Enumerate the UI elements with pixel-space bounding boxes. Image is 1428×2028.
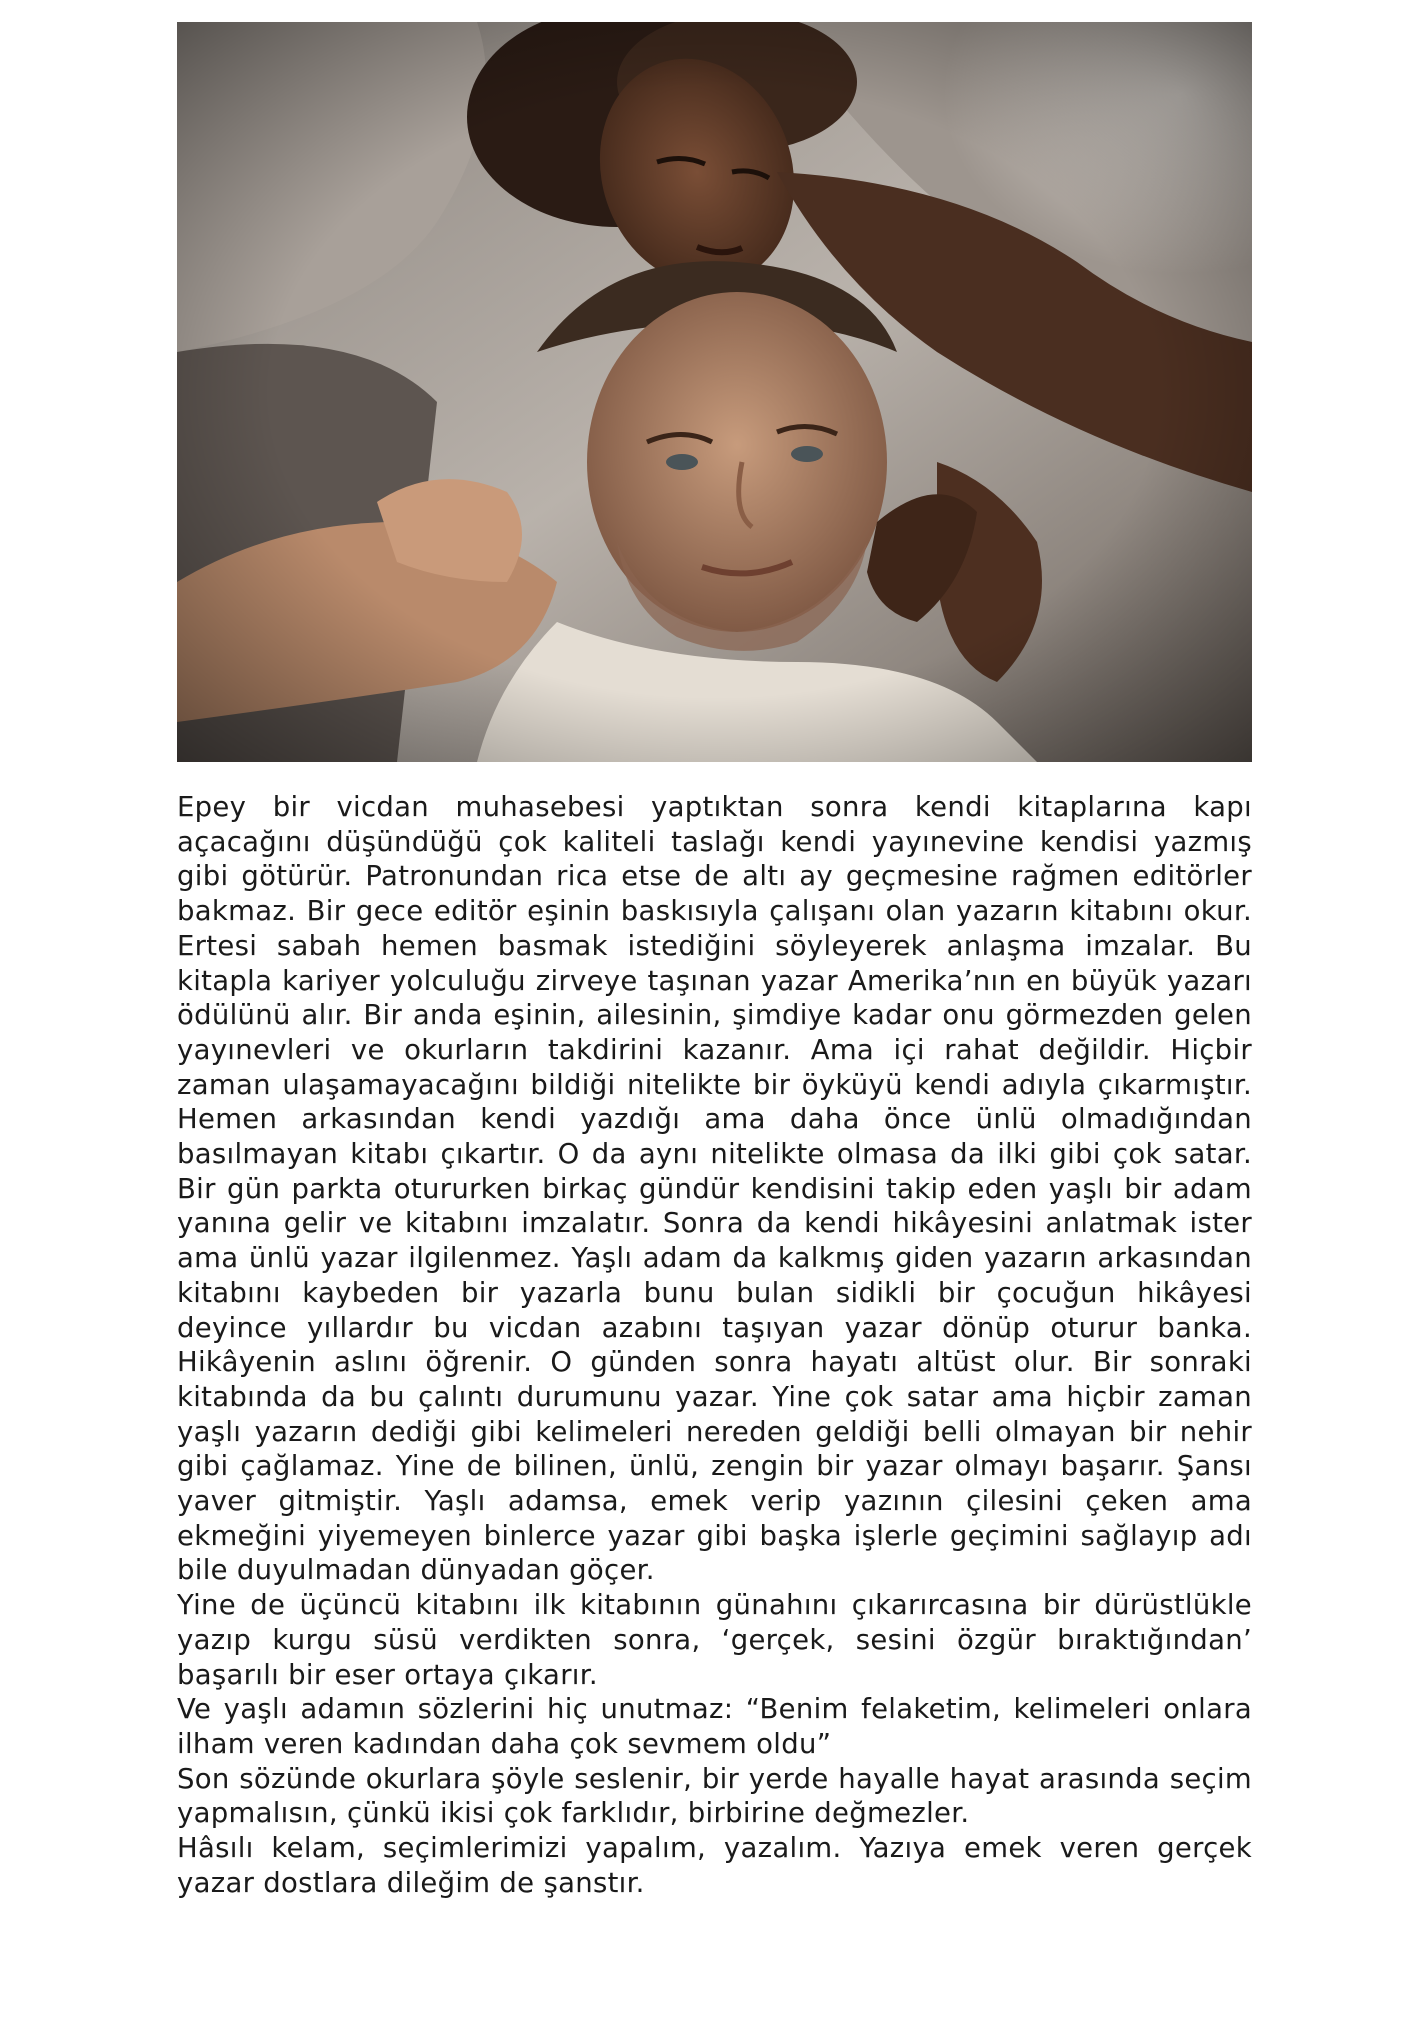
article-body xyxy=(177,790,1252,1901)
photo-couple-in-bed xyxy=(177,22,1252,762)
article-photo xyxy=(177,22,1252,762)
article-paragraph-3: Ve yaşlı adamın sözlerini hiç unutmaz: “Benim felaketim, kelimeleri onlara ilham veren kadından daha çok sevmem oldu” xyxy=(177,1693,1252,1760)
article-paragraph-2: Yine de üçüncü kitabını ilk kitabının günahını çıkarırcasına bir dürüstlükle yazıp kurgu süsü verdikten sonra, ‘gerçek, sesini özgür bıraktığından’ başarılı bir eser ortaya çıkarır. xyxy=(177,1589,1252,1691)
article-paragraph-4: Son sözünde okurlara şöyle seslenir, bir yerde hayalle hayat arasında seçim yapmalısın, çünkü ikisi çok farklıdır, birbirine değmezler. xyxy=(177,1762,1252,1830)
article-paragraph-1: Epey bir vicdan muhasebesi yaptıktan sonra kendi kitaplarına kapı açacağını düşündüğü çok kaliteli taslağı kendi yayınevine kendisi yazmış gibi götürür. Patronundan rica etse de altı ay geçmesine rağmen editörler bakmaz. Bir gece editör eşinin baskısıyla çalışanı olan yazarın kitabını okur. Ertesi sabah hemen basmak istediğini söyleyerek anlaşma imzalar. Bu kitapla kariyer yolculuğu zirveye taşınan yazar Amerika’nın en büyük yazarı ödülünü alır. Bir anda eşinin, ailesinin, şimdiye kadar onu görmezden gelen yayınevleri ve okurların takdirini kazanır. Ama içi rahat değildir. Hiçbir zaman ulaşamayacağını bildiği nitelikte bir öyküyü kendi adıyla çıkarmıştır. Hemen arkasından kendi yazdığı ama daha önce ünlü olmadığından basılmayan kitabı çıkartır. O da aynı nitelikte olmasa da ilki gibi çok satar. Bir gün parkta otururken birkaç gündür kendisini takip eden yaşlı bir adam yanına gelir ve kitabını imzalatır. Sonra da kendi hikâyesini anlatmak ister ama ünlü yazar ilgilenmez. Yaşlı adam da kalkmış giden yazarın arkasından kitabını kaybeden bir yazarla bunu bulan sidikli bir çocuğun hikâyesi deyince yıllardır bu vicdan azabını taşıyan yazar dönüp oturur banka. Hikâyenin aslını öğrenir. O günden sonra hayatı altüst olur. Bir sonraki kitabında da bu çalıntı durumunu yazar. Yine çok satar ama hiçbir zaman yaşlı yazarın dediği gibi kelimeleri nereden geldiği belli olmayan bir nehir gibi çağlamaz. Yine de bilinen, ünlü, zengin bir yazar olmayı başarır. Şansı yaver gitmiştir. Yaşlı adamsa, emek verip yazının çilesini çeken ama ekmeğini yiyemeyen binlerce yazar gibi başka işlerle geçimini sağlayıp adı bile duyulmadan dünyadan göçer. xyxy=(177,791,1252,1587)
article-paragraph-5: Hâsılı kelam, seçimlerimizi yapalım, yazalım. Yazıya emek veren gerçek yazar dostlara dileğim de şanstır. xyxy=(177,1832,1252,1899)
